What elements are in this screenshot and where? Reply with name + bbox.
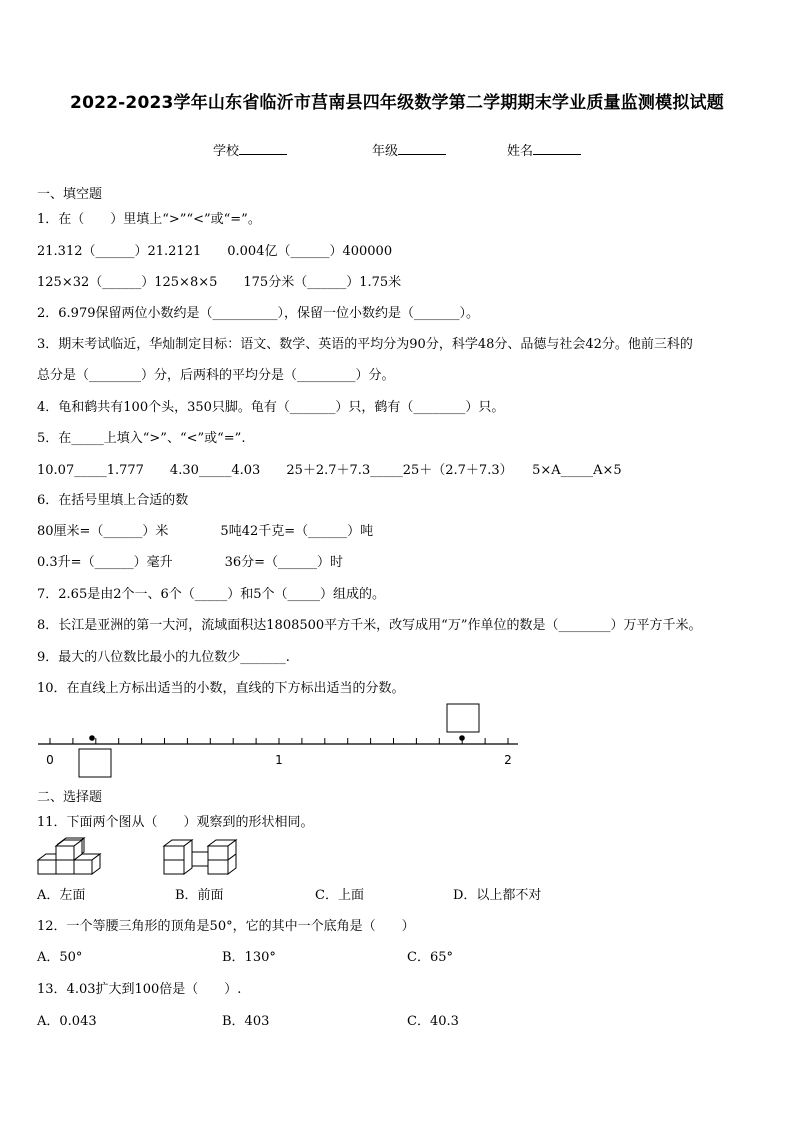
school-field[interactable] bbox=[213, 140, 287, 159]
question-1-row-b: 125×32（______）125×8×5 175分米（______）1.75米 bbox=[37, 275, 402, 290]
question-3-cont: 总分是（________）分，后两科的平均分是（_________）分。 bbox=[37, 368, 395, 383]
question-5: 5．在_____上填入“>”、“<”或“=”. bbox=[37, 431, 246, 446]
point-b bbox=[459, 735, 465, 741]
q12-option-a[interactable]: A．50° bbox=[37, 950, 83, 965]
question-7: 7．2.65是由2个一、6个（_____）和5个（_____）组成的。 bbox=[37, 587, 386, 602]
point-a bbox=[89, 735, 95, 741]
question-8: 8．长江是亚洲的第一大河，流域面积达1808500平方千米，改写成用“万”作单位的数是（________）万平方千米。 bbox=[37, 618, 702, 633]
tick-label-0: 0 bbox=[46, 753, 54, 767]
q12-option-c[interactable]: C．65° bbox=[407, 950, 453, 965]
grade-field[interactable] bbox=[372, 140, 446, 159]
q11-option-c[interactable]: C．上面 bbox=[315, 888, 364, 903]
question-5-row: 10.07_____1.777 4.30_____4.03 25＋2.7＋7.3_____25＋（2.7＋7.3） 5×A_____A×5 bbox=[37, 463, 622, 478]
question-6-row-b: 0.3升=（______）毫升 36分=（______）时 bbox=[37, 555, 344, 570]
cube-figure-2 bbox=[162, 836, 244, 876]
number-line bbox=[0, 700, 794, 780]
question-6-row-a: 80厘米=（______）米 5吨42千克=（______）吨 bbox=[37, 524, 374, 539]
section-choice-heading: 二、选择题 bbox=[37, 790, 103, 805]
school-label: 学校 bbox=[213, 144, 240, 159]
question-11: 11．下面两个图从（ ）观察到的形状相同。 bbox=[37, 815, 314, 830]
q11-option-d[interactable]: D．以上都不对 bbox=[453, 888, 542, 903]
question-10: 10．在直线上方标出适当的小数，直线的下方标出适当的分数。 bbox=[37, 681, 405, 696]
q13-option-c[interactable]: C．40.3 bbox=[407, 1014, 459, 1029]
answer-box-fraction bbox=[79, 749, 111, 777]
tick-label-2: 2 bbox=[504, 753, 512, 767]
tick-label-1: 1 bbox=[275, 753, 283, 767]
q12-option-b[interactable]: B．130° bbox=[222, 950, 276, 965]
question-12: 12．一个等腰三角形的顶角是50°，它的其中一个底角是（ ） bbox=[37, 919, 415, 934]
q11-option-a[interactable]: A．左面 bbox=[37, 888, 86, 903]
name-blank[interactable] bbox=[533, 142, 581, 155]
q13-option-a[interactable]: A．0.043 bbox=[37, 1014, 97, 1029]
question-9: 9．最大的八位数比最小的九位数少_______. bbox=[37, 650, 290, 665]
grade-blank[interactable] bbox=[398, 142, 446, 155]
answer-box-decimal bbox=[447, 704, 479, 732]
question-6: 6．在括号里填上合适的数 bbox=[37, 493, 189, 508]
question-13: 13．4.03扩大到100倍是（ ）. bbox=[37, 982, 242, 997]
question-1-row-a: 21.312（______）21.2121 0.004亿（______）400000 bbox=[37, 244, 393, 259]
section-fill-heading: 一、填空题 bbox=[37, 187, 103, 202]
q13-option-b[interactable]: B．403 bbox=[222, 1014, 270, 1029]
school-blank[interactable] bbox=[239, 142, 287, 155]
question-1: 1．在（ ）里填上“>”“<”或“=”。 bbox=[37, 212, 261, 227]
grade-label: 年级 bbox=[372, 144, 399, 159]
name-field[interactable] bbox=[507, 140, 581, 159]
question-4: 4．龟和鹤共有100个头，350只脚。龟有（_______）只，鹤有（________）只。 bbox=[37, 400, 505, 415]
question-3: 3．期末考试临近，华灿制定目标：语文、数学、英语的平均分为90分，科学48分、品德与社会42分。他前三科的 bbox=[37, 337, 693, 352]
page-title: 2022-2023学年山东省临沂市莒南县四年级数学第二学期期末学业质量监测模拟试题 bbox=[70, 93, 724, 113]
number-line-ticks bbox=[50, 738, 508, 744]
q11-option-b[interactable]: B．前面 bbox=[175, 888, 224, 903]
question-2: 2．6.979保留两位小数约是（__________），保留一位小数约是（_______）。 bbox=[37, 306, 479, 321]
cube-figure-1 bbox=[36, 838, 110, 878]
name-label: 姓名 bbox=[507, 144, 534, 159]
